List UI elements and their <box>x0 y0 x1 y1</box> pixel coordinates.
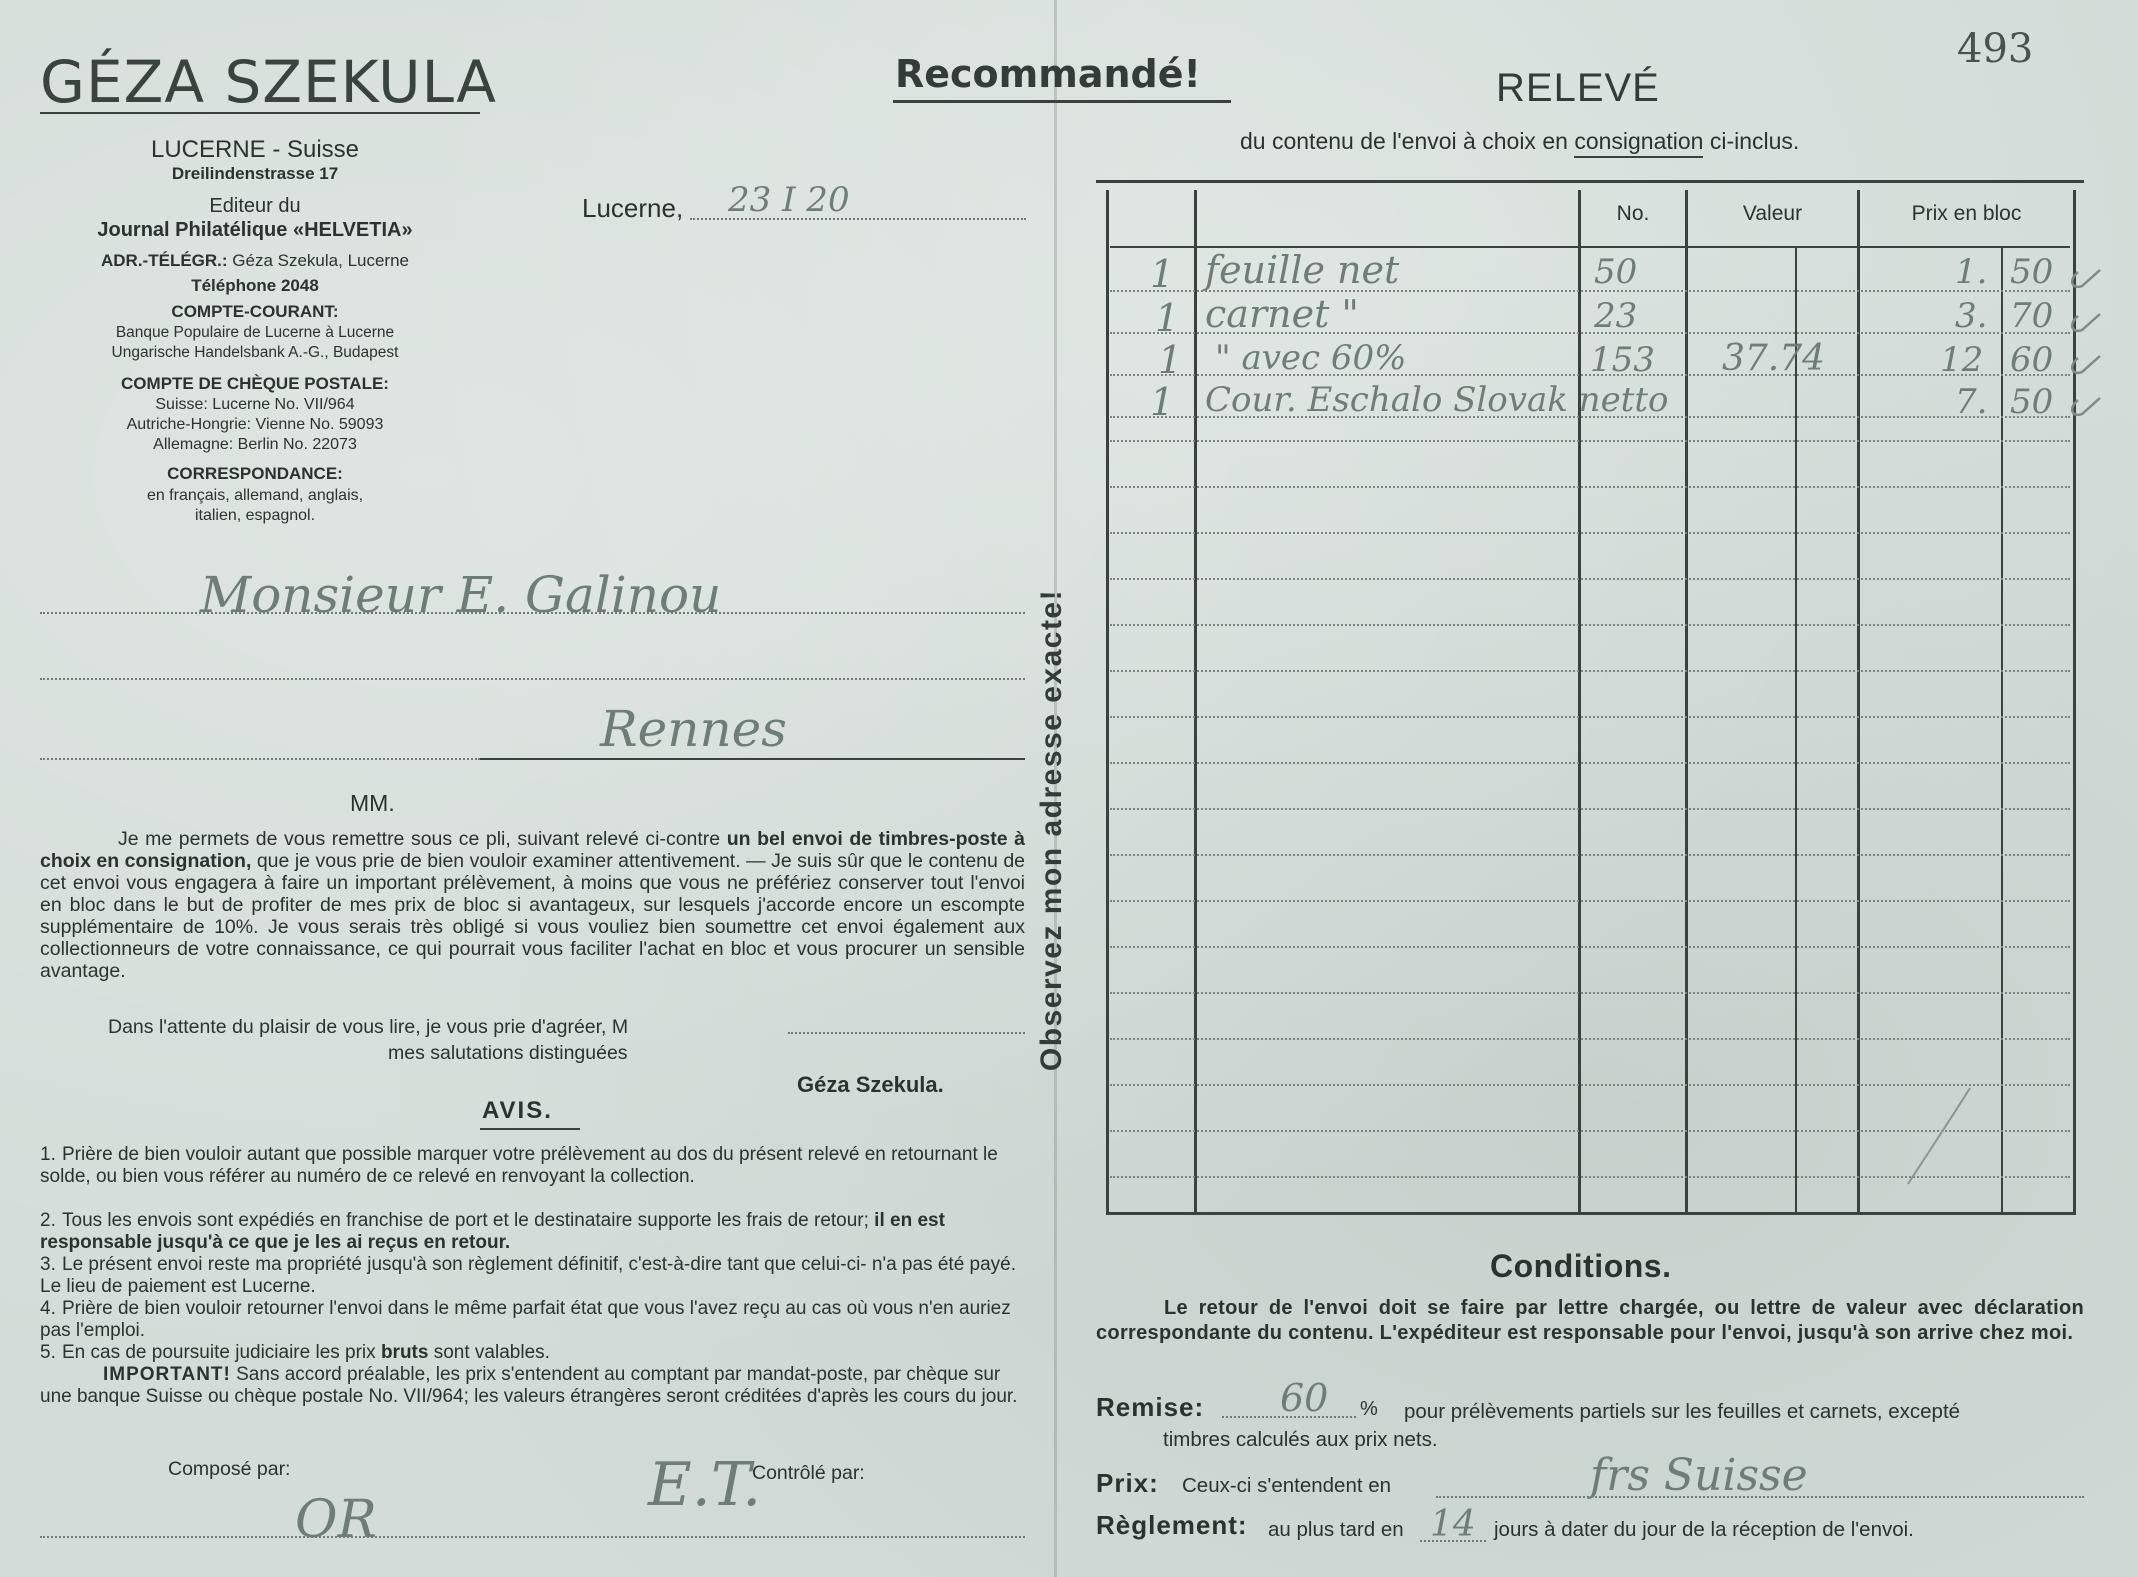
row-line <box>1110 808 2070 810</box>
avis-item-3 <box>40 1254 1030 1298</box>
account-line-1: Banque Populaire de Lucerne à Lucerne <box>115 324 395 341</box>
avis-item-text: En cas de poursuite judiciaire les prix <box>62 1342 376 1363</box>
row-line <box>1110 900 2070 902</box>
row-4-prix-b: 50 <box>2010 382 2054 422</box>
prix-text: Ceux-ci s'entendent en <box>1182 1474 1392 1497</box>
reglement-text-1: au plus tard en <box>1268 1518 1404 1541</box>
letter-text-c: de timbres-poste à choix en consignation, <box>40 828 1026 872</box>
row-line <box>1110 1038 2070 1040</box>
row-1-prix-a: 1. <box>1955 252 1988 292</box>
row-line <box>1110 762 2070 764</box>
cancel-slash <box>1900 1080 1980 1190</box>
closing-line-2: mes salutations distinguées <box>388 1042 628 1064</box>
company-name: GÉZA SZEKULA <box>40 48 497 116</box>
avis-item-text: Prière de bien vouloir autant que possible marquer votre prélèvement au dos du présent relevé en retournant le solde, ou bien vous référer au numéro de ce relevé en renvoyant la collection. <box>40 1144 998 1187</box>
releve-subtitle <box>1240 128 1799 155</box>
corr-line-2: italien, espagnol. <box>194 507 316 524</box>
row-3-no: 153 <box>1590 340 1655 380</box>
letterhead-telegraph <box>55 251 455 271</box>
address-dots-1 <box>40 612 1025 614</box>
date-line <box>690 218 1026 220</box>
telegraph-value: Géza Szekula, Lucerne <box>232 251 409 270</box>
avis-item-bold: bruts <box>375 1342 429 1363</box>
row-line <box>1110 624 2070 626</box>
row-line <box>1110 670 2070 672</box>
table-sub-valeur <box>1795 248 1797 1215</box>
prix-value: frs Suisse <box>1590 1450 1808 1501</box>
salutation: MM. <box>350 790 395 816</box>
row-2-desc: carnet " <box>1205 292 1359 336</box>
row-3-prix-a: 12 <box>1940 340 1984 380</box>
company-underline <box>40 112 480 114</box>
conditions-title: Conditions. <box>1490 1248 1672 1284</box>
conditions-text: Le retour de l'envoi doit se faire par lettre chargée, ou lettre de valeur avec déclaration correspondante du contenu. L'expéditeur est responsable pour l'envoi, jusqu'à son arrive chez moi. <box>1096 1297 2084 1344</box>
letterhead-city: LUCERNE - Suisse <box>150 136 360 163</box>
row-1-prix-b: 50 <box>2010 252 2054 292</box>
row-line <box>1110 532 2070 534</box>
row-4-desc: Cour. Eschalo Slovak netto <box>1205 380 1669 420</box>
table-top-border <box>1096 180 2084 183</box>
header-valeur: Valeur <box>1742 202 1803 225</box>
avis-item-2 <box>40 1210 1030 1254</box>
header-no: No. <box>1616 202 1650 225</box>
table-col-prix <box>1857 190 1860 1215</box>
address-dots-3 <box>40 758 480 760</box>
compose-value: OR <box>295 1490 377 1550</box>
account-line-2: Ungarische Handelsbank A.-G., Budapest <box>111 344 399 361</box>
row-1-desc: feuille net <box>1205 248 1400 292</box>
avis-item-1 <box>40 1144 1030 1188</box>
important-text: Sans accord préalable, les prix s'entendent au comptant par mandat-poste, par chèque sur une banque Suisse ou chèque postale No. VII/964; les valeurs étrangères seront créditées d'après les cours du jour. <box>40 1364 1018 1407</box>
row-4-prix-a: 7. <box>1955 382 1988 422</box>
reglement-label: Règlement: <box>1096 1510 1248 1540</box>
row-2-qty: 1 <box>1155 296 1180 340</box>
remise-label: Remise: <box>1096 1392 1205 1422</box>
subtitle-pre: du contenu de l'envoi à choix en <box>1240 128 1568 154</box>
controle-value: E.T. <box>648 1450 762 1520</box>
avis-title: AVIS. <box>482 1097 553 1124</box>
compose-label: Composé par: <box>168 1458 291 1480</box>
row-3-valeur: 37.74 <box>1722 338 1826 379</box>
table-bottom-border <box>1106 1212 2076 1215</box>
avis-item-5 <box>40 1342 1030 1364</box>
table-left-border <box>1106 190 1109 1215</box>
postal-title: COMPTE DE CHÈQUE POSTALE: <box>121 374 389 393</box>
row-4-qty: 1 <box>1150 380 1175 424</box>
telegraph-label: ADR.-TÉLÉGR.: <box>101 251 228 270</box>
avis-item-num: 3. <box>40 1254 56 1275</box>
address-solid-line <box>480 758 1025 760</box>
row-line <box>1110 946 2070 948</box>
row-line <box>1110 578 2070 580</box>
date-value: 23 I 20 <box>728 180 850 220</box>
important-label: IMPORTANT! <box>103 1364 231 1385</box>
address-line-3: Rennes <box>600 700 787 758</box>
letter-text-b: un bel envoi <box>726 828 843 850</box>
avis-item-bold: il en est responsable jusqu'à ce que je les ai reçus en retour. <box>40 1210 945 1253</box>
letterhead-phone: Téléphone 2048 <box>191 276 319 295</box>
postal-line-3: Allemagne: Berlin No. 22073 <box>153 436 357 453</box>
corr-line-1: en français, allemand, anglais, <box>146 487 364 504</box>
avis-item-num: 5. <box>40 1342 56 1363</box>
letter-signature: Géza Szekula. <box>797 1072 944 1097</box>
compose-dots <box>40 1536 1025 1538</box>
letterhead-editor: Editeur du <box>209 195 301 217</box>
table-sub-prix <box>2001 248 2003 1215</box>
document-number: 493 <box>1957 26 2034 72</box>
remise-dots <box>1222 1416 1356 1418</box>
address-dots-2 <box>40 678 1025 680</box>
avis-underline <box>480 1128 580 1130</box>
row-2-no: 23 <box>1594 296 1638 336</box>
corr-title: CORRESPONDANCE: <box>167 464 343 483</box>
check-marks <box>2060 250 2130 430</box>
prix-label: Prix: <box>1096 1468 1159 1498</box>
avis-item-text: Prière de bien vouloir retourner l'envoi dans le même parfait état que vous l'avez reçu au cas où vous n'en auriez pas l'emploi. <box>40 1298 1011 1341</box>
avis-item-text: Le présent envoi reste ma propriété jusqu'à son règlement définitif, c'est-à-dire tant que celui-ci- n'a pas été payé. Le lieu de paiement est Lucerne. <box>40 1254 1017 1297</box>
reglement-dots <box>1420 1540 1486 1542</box>
letterhead-street: Dreilindenstrasse 17 <box>171 164 339 183</box>
row-3-prix-b: 60 <box>2010 340 2054 380</box>
avis-item-num: 4. <box>40 1298 56 1319</box>
row-2-prix-a: 3. <box>1955 296 1988 336</box>
avis-item-num: 2. <box>40 1210 56 1231</box>
row-1-qty: 1 <box>1150 252 1175 296</box>
table-col-no <box>1578 190 1581 1215</box>
row-line <box>1110 992 2070 994</box>
row-3-desc: " avec 60% <box>1215 338 1407 378</box>
letter-text-a: Je me permets de vous remettre sous ce pli, suivant relevé ci-contre <box>118 828 727 850</box>
address-line-1: Monsieur E. Galinou <box>200 566 722 624</box>
avis-item-text: Tous les envois sont expédiés en franchise de port et le destinataire supporte les frais de retour; <box>62 1210 869 1231</box>
account-title: COMPTE-COURANT: <box>171 302 339 321</box>
table-col-qty <box>1194 190 1197 1215</box>
avis-item-num: 1. <box>40 1144 56 1165</box>
remise-value: 60 <box>1280 1376 1329 1420</box>
header-prix: Prix en bloc <box>1911 202 2022 225</box>
row-line <box>1110 440 2070 442</box>
row-3-qty: 1 <box>1158 338 1183 382</box>
letterhead-journal: Journal Philatélique «HELVETIA» <box>97 219 413 241</box>
closing-line-1: Dans l'attente du plaisir de vous lire, je vous prie d'agréer, M <box>108 1016 629 1038</box>
date-label: Lucerne, <box>582 193 684 223</box>
postal-line-2: Autriche-Hongrie: Vienne No. 59093 <box>126 416 384 433</box>
table-col-valeur <box>1685 190 1688 1215</box>
controle-label: Contrôlé par: <box>752 1462 865 1484</box>
closing-dots <box>788 1032 1025 1034</box>
recommande-label: Recommandé! <box>895 52 1201 96</box>
reglement-text-2: jours à dater du jour de la réception de l'envoi. <box>1494 1518 1914 1541</box>
subtitle-consignation: consignation <box>1574 128 1703 158</box>
releve-title: RELEVÉ <box>1496 66 1660 110</box>
subtitle-post: ci-inclus. <box>1709 128 1800 154</box>
remise-unit: % <box>1360 1398 1378 1420</box>
row-line <box>1110 486 2070 488</box>
avis-item-4 <box>40 1298 1030 1342</box>
vertical-address-note: Observez mon adresse exacte! <box>1035 588 1068 1072</box>
recommande-underline <box>893 100 1231 103</box>
postal-line-1: Suisse: Lucerne No. VII/964 <box>155 396 355 413</box>
letter-text-d: que je vous prie de bien vouloir examiner attentivement. — Je suis sûr que le contenu de cet envoi vous engagera à faire un important prélèvement, à moins que vous ne préfériez conserver tout l'envoi en bloc dans le but de profiter de mes prix de bloc si avantageux, sur lesquels j'accorde encore un escompte supplémentaire de 10%. Je vous serais très obligé si vous vouliez bien soumettre cet envoi également aux collectionneurs de votre connaissance, ce qui pourrait vous faciliter l'achat en bloc et vous procurer un sensible avantage. <box>40 850 1026 982</box>
row-1-no: 50 <box>1594 252 1638 292</box>
avis-important <box>40 1364 1030 1408</box>
reglement-value: 14 <box>1430 1504 1476 1545</box>
remise-text: pour prélèvements partiels sur les feuilles et carnets, excepté <box>1404 1400 1961 1423</box>
avis-item-text2: sont valables. <box>428 1342 550 1363</box>
letter-paragraph <box>40 828 1025 982</box>
row-line <box>1110 854 2070 856</box>
row-2-prix-b: 70 <box>2010 296 2054 336</box>
remise-text-2: timbres calculés aux prix nets. <box>1163 1428 1438 1451</box>
row-line <box>1110 716 2070 718</box>
